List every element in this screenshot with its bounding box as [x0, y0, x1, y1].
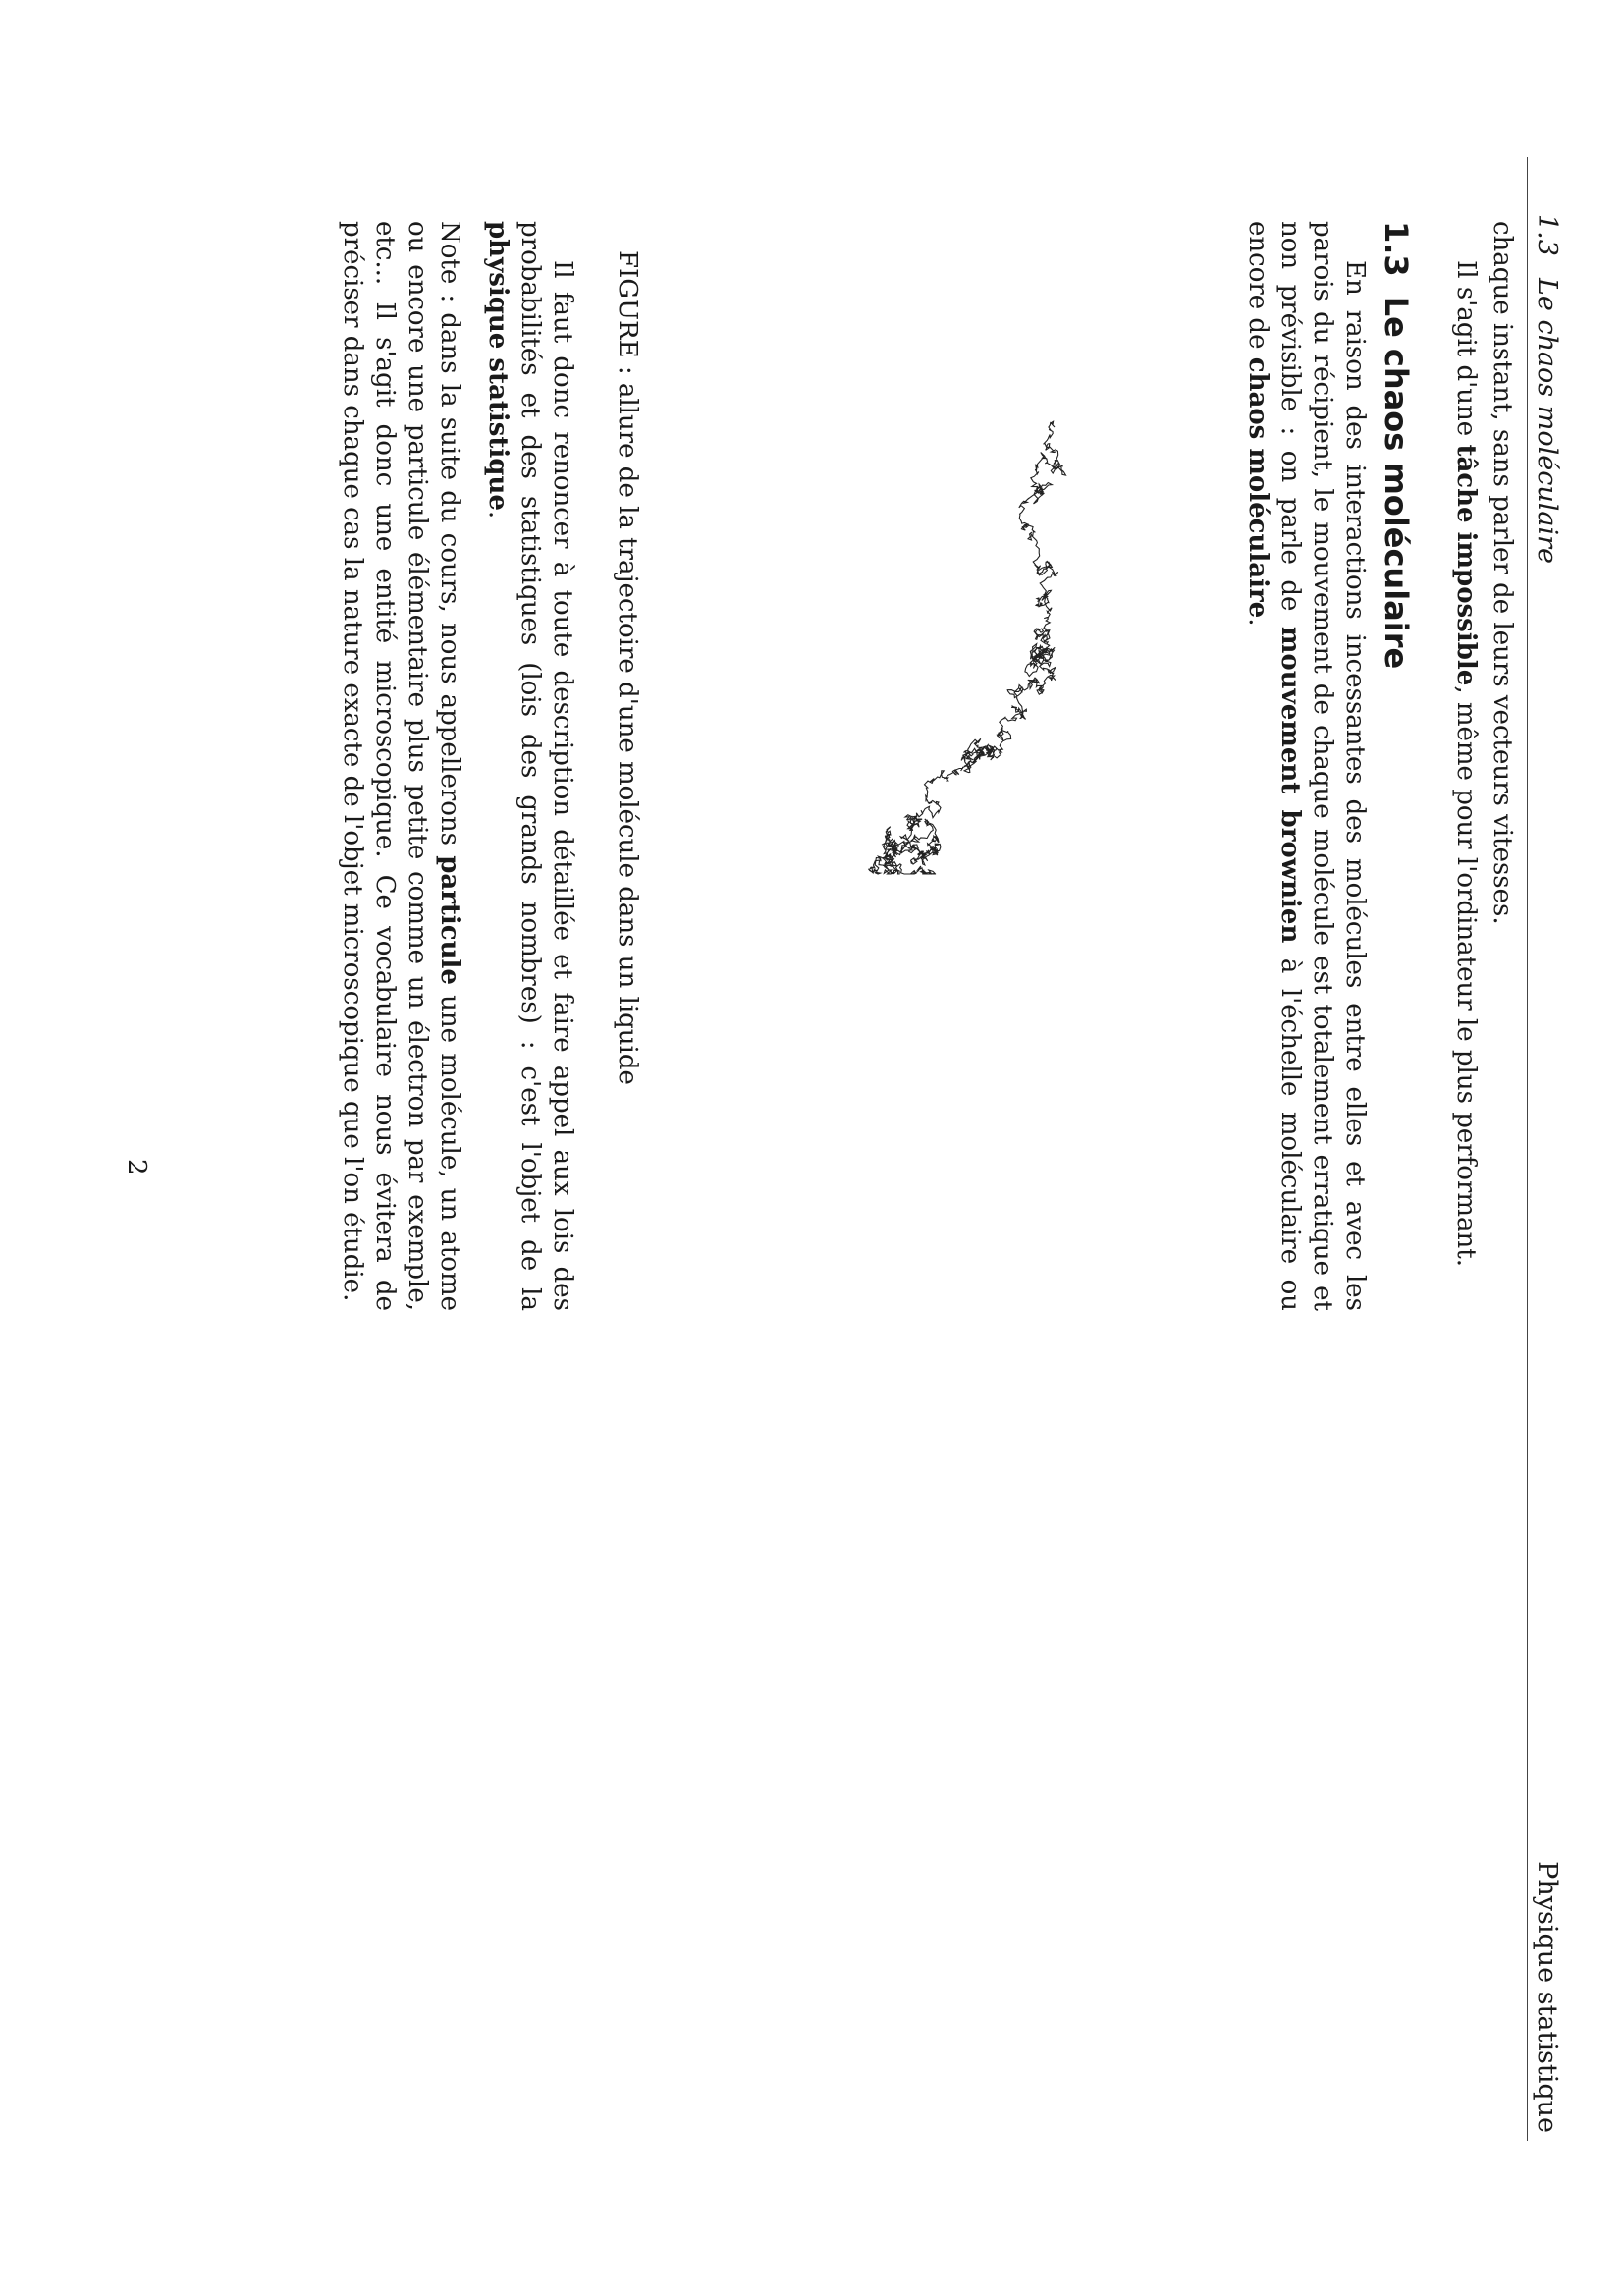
- section-heading: [1378, 221, 1415, 669]
- paragraph-brownian-motion: [1241, 221, 1371, 1311]
- header-section-title: Le chaos moléculaire: [1532, 277, 1562, 564]
- bold-term: physique statistique: [483, 221, 513, 511]
- text-run: Il s'agit d'une: [1451, 260, 1481, 445]
- text-run: En raison des interactions incessantes des molécules entre elles et avec les parois du récipient, le mouvement de chaque molécule est totalement erratique et non prévisible : on parle de: [1275, 221, 1370, 1311]
- paragraph-impossible-task: [1449, 221, 1482, 1311]
- text-run: .: [1243, 618, 1272, 627]
- paragraph-intro: [1486, 221, 1518, 1301]
- header-section: [1532, 214, 1562, 564]
- header-course-title: Physique statistique: [1532, 1861, 1562, 2133]
- paragraph-intro-text: chaque instant, sans parler de leurs vecteurs vitesses.: [1488, 221, 1517, 925]
- bold-term: particule: [435, 855, 464, 985]
- paragraph-statistical-physics: [481, 221, 578, 1311]
- text-run: .: [483, 510, 513, 519]
- text-run: une molécule, un atome ou encore une particule élémentaire plus petite comme un électron par exemple, etc... Il s'agit donc une entité microscopique. Ce vocabulaire nous évitera de préciser dans chaque cas la nature exacte de l'objet microscopique que l'on étudie.: [338, 221, 464, 1311]
- note-paragraph: [336, 221, 465, 1311]
- trajectory-path: [869, 421, 1066, 874]
- text-run: Note : dans la suite du cours, nous appellerons: [435, 221, 464, 856]
- text-run: , même pour l'ordinateur le plus performant.: [1451, 685, 1481, 1268]
- bold-term: chaos moléculaire: [1243, 356, 1272, 619]
- text-run: à l'échelle moléculaire ou encore de: [1243, 221, 1305, 1312]
- figure-caption: FIGURE : allure de la trajectoire d'une molécule dans un liquide: [613, 250, 642, 1085]
- section-number: 1.3: [1378, 221, 1415, 277]
- bold-term: tâche impossible: [1451, 444, 1481, 686]
- page-number: 2: [122, 1159, 151, 1175]
- header-section-number: 1.3: [1532, 214, 1562, 256]
- section-title: Le chaos moléculaire: [1378, 296, 1415, 670]
- text-run: Il faut donc renoncer à toute description détaillée et faire appel aux lois des probabilités et des statistiques (lois des grands nombres) : c'est l'objet de la: [515, 221, 577, 1311]
- brownian-trajectory-figure: [775, 412, 1089, 884]
- running-header: [1527, 157, 1567, 2141]
- bold-term: mouvement brownien: [1275, 626, 1305, 944]
